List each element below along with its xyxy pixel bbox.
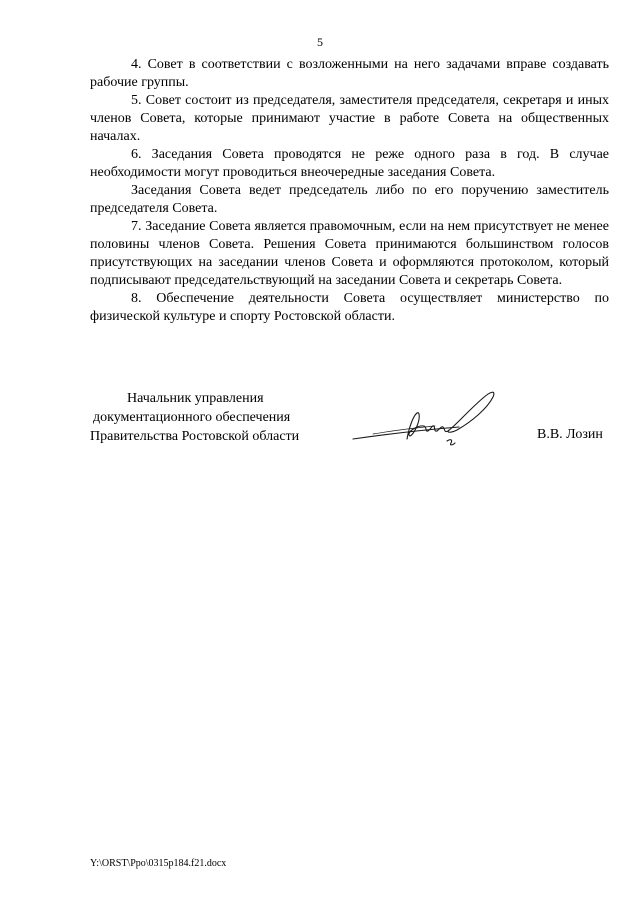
paragraph-4: 4. Совет в соответствии с возложенными на него задачами вправе создавать рабочие группы. [90,57,609,90]
signatory-name: В.В. Лозин [537,427,603,442]
signatory-title-line-1: Начальник управления [127,391,264,406]
signatory-title-line-2: документационного обеспечения [93,410,291,425]
paragraph-6: 6. Заседания Совета проводятся не реже одного раза в год. В случае необходимости могут проводиться внеочередные заседания Совета. [90,147,609,180]
paragraph-7: 7. Заседание Совета является правомочным, если на нем присутствует не менее половины членов Совета. Решения Совета принимаются большинством голосов присутствующих на заседании членов Совета и оформляются протоколом, который подписывают председательствующий на заседании Совета и секретарь Совета. [90,219,609,288]
footer-file-path: Y:\ORST\Ppo\0315p184.f21.docx [90,858,227,869]
handwritten-signature [351,386,501,454]
paragraph-8: 8. Обеспечение деятельности Совета осуществляет министерство по физической культуре и спорту Ростовской области. [90,291,609,324]
signatory-title-line-3: Правительства Ростовской области [90,429,300,444]
page-number: 5 [317,35,323,49]
paragraph-5: 5. Совет состоит из председателя, заместителя председателя, секретаря и иных членов Совета, которые принимают участие в работе Совета на общественных началах. [90,93,609,144]
document-body [90,56,609,326]
signatory-title [90,389,350,446]
paragraph-6-continued: Заседания Совета ведет председатель либо по его поручению заместитель председателя Совета. [90,183,609,216]
